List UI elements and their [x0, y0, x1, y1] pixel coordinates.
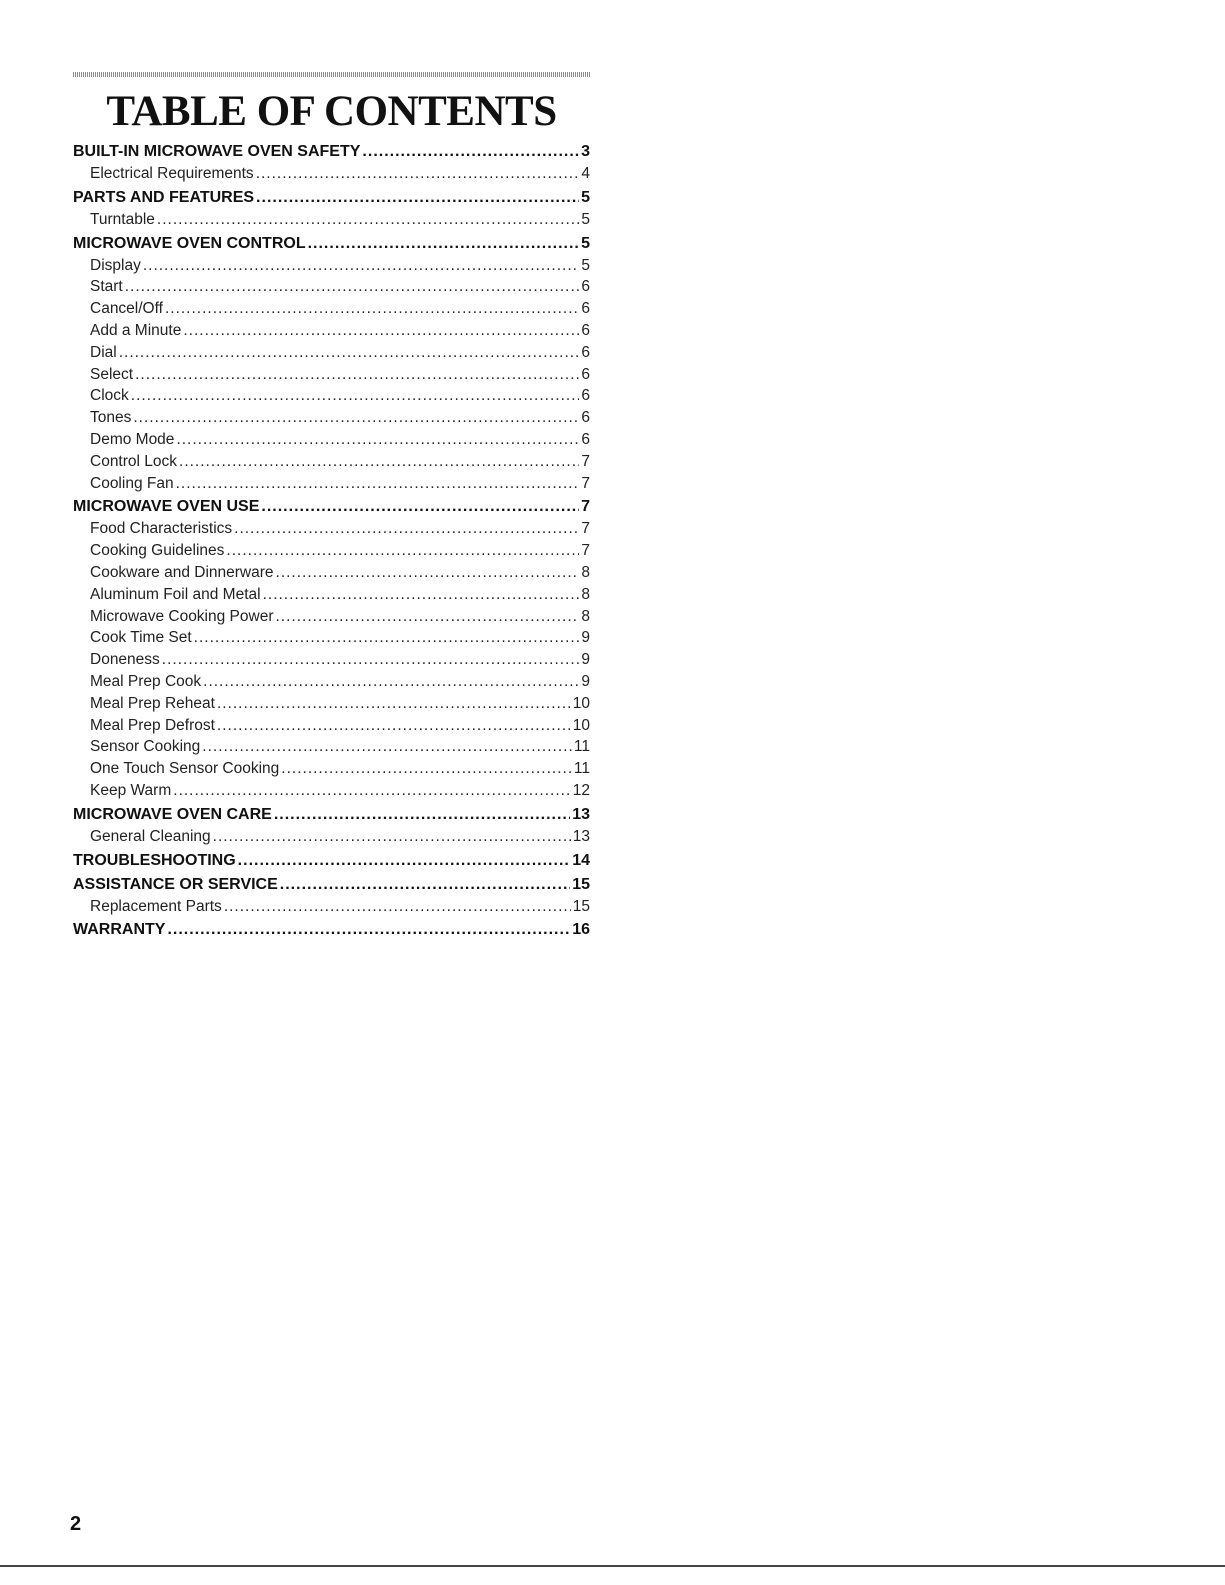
toc-section-entry	[73, 919, 590, 941]
toc-dot-leader	[125, 276, 580, 298]
toc-entry-label: General Cleaning	[90, 827, 211, 845]
toc-entry-label: Select	[90, 365, 134, 383]
toc-entry-label: Food Characteristics	[90, 520, 233, 538]
toc-dot-leader	[263, 584, 580, 606]
toc-entry-page: 9	[581, 651, 590, 669]
toc-entry-label: Doneness	[90, 651, 160, 669]
toc-section-entry	[73, 804, 590, 826]
toc-dot-leader	[238, 850, 571, 872]
toc-dot-leader	[276, 606, 580, 628]
toc-entry-page: 8	[581, 585, 590, 603]
toc-entry-label: Electrical Requirements	[90, 165, 254, 182]
toc-dot-leader	[133, 407, 579, 429]
toc-subsection-entry	[73, 163, 590, 185]
toc-subsection-entry	[73, 276, 590, 298]
toc-subsection-entry	[73, 320, 590, 342]
toc-dot-leader	[281, 758, 572, 780]
toc-entry-page: 3	[581, 143, 590, 160]
toc-entry-label: Microwave Cooking Power	[90, 607, 274, 625]
toc-dot-leader	[176, 429, 579, 451]
toc-entry-page: 13	[572, 805, 590, 823]
toc-subsection-entry	[73, 649, 590, 671]
toc-subsection-entry	[73, 584, 590, 606]
toc-entry-label: Demo Mode	[90, 430, 175, 448]
toc-dot-leader	[173, 780, 570, 802]
toc-section-entry	[73, 187, 590, 209]
toc-entry-label: Aluminum Foil and Metal	[90, 585, 261, 603]
toc-entry-label: MICROWAVE OVEN CONTROL	[73, 234, 306, 252]
toc-dot-leader	[280, 874, 570, 896]
toc-entry-label: ASSISTANCE OR SERVICE	[73, 875, 278, 893]
toc-entry-page: 5	[581, 210, 590, 228]
toc-entry-page: 9	[581, 629, 590, 647]
toc-dot-leader	[202, 736, 572, 758]
toc-entry-page: 5	[581, 188, 590, 206]
toc-dot-leader	[194, 627, 580, 649]
toc-subsection-entry	[73, 606, 590, 628]
toc-dot-leader	[256, 163, 580, 185]
toc-dot-leader	[274, 804, 570, 826]
toc-entry-page: 7	[581, 498, 590, 516]
toc-dot-leader	[234, 518, 579, 540]
toc-entry-label: WARRANTY	[73, 921, 166, 939]
toc-entry-page: 7	[581, 520, 590, 538]
toc-section-entry	[73, 496, 590, 518]
toc-subsection-entry	[73, 780, 590, 802]
toc-entry-page: 6	[581, 409, 590, 427]
toc-section-entry	[73, 141, 590, 163]
toc-entry-label: Sensor Cooking	[90, 738, 201, 756]
toc-dot-leader	[183, 320, 579, 342]
toc-dot-leader	[135, 364, 579, 386]
toc-entry-label: PARTS AND FEATURES	[73, 188, 255, 206]
toc-dot-leader	[213, 826, 571, 848]
toc-subsection-entry	[73, 451, 590, 473]
toc-entry-page: 4	[581, 165, 590, 182]
toc-entry-label: Meal Prep Cook	[90, 672, 202, 690]
toc-entry-page: 5	[581, 256, 590, 274]
toc-entry-label: Keep Warm	[90, 781, 172, 799]
toc-subsection-entry	[73, 342, 590, 364]
toc-entry-page: 10	[572, 694, 590, 712]
toc-entry-page: 6	[581, 278, 590, 296]
toc-entry-label: Dial	[90, 343, 117, 361]
toc-entry-label: Cancel/Off	[90, 300, 163, 318]
toc-dot-leader	[203, 671, 579, 693]
toc-entry-label: Add a Minute	[90, 321, 182, 339]
toc-dot-leader	[261, 496, 579, 518]
toc-dot-leader	[224, 896, 571, 918]
toc-entry-page: 7	[581, 542, 590, 560]
toc-dot-leader	[119, 342, 580, 364]
toc-dot-leader	[226, 540, 579, 562]
toc-entry-label: Meal Prep Defrost	[90, 716, 215, 734]
toc-entry-page: 6	[581, 430, 590, 448]
toc-subsection-entry	[73, 407, 590, 429]
toc-dot-leader	[165, 298, 579, 320]
toc-entry-page: 14	[572, 851, 590, 869]
toc-entry-page: 15	[572, 875, 590, 893]
page-number: 2	[70, 1513, 82, 1535]
toc-entry-label: Turntable	[90, 210, 155, 228]
toc-entry-label: TROUBLESHOOTING	[73, 851, 236, 869]
toc-entry-label: Display	[90, 256, 141, 274]
toc-entry-label: Control Lock	[90, 452, 178, 470]
toc-dot-leader	[157, 209, 579, 231]
toc-subsection-entry	[73, 473, 590, 495]
toc-entry-page: 6	[581, 365, 590, 383]
table-of-contents	[73, 141, 590, 941]
toc-subsection-entry	[73, 896, 590, 918]
toc-entry-page: 16	[572, 921, 590, 939]
toc-entry-page: 8	[581, 563, 590, 581]
toc-subsection-entry	[73, 385, 590, 407]
toc-entry-label: Meal Prep Reheat	[90, 694, 215, 712]
toc-dot-leader	[362, 141, 579, 163]
toc-dot-leader	[217, 715, 571, 737]
header-rule	[73, 72, 590, 77]
toc-entry-page: 12	[572, 781, 590, 799]
toc-entry-label: Cook Time Set	[90, 629, 192, 647]
toc-subsection-entry	[73, 826, 590, 848]
toc-subsection-entry	[73, 255, 590, 277]
toc-entry-page: 8	[581, 607, 590, 625]
toc-entry-label: One Touch Sensor Cooking	[90, 760, 280, 778]
toc-entry-page: 15	[572, 897, 590, 915]
toc-entry-page: 6	[581, 387, 590, 405]
toc-section-entry	[73, 874, 590, 896]
toc-dot-leader	[176, 473, 580, 495]
toc-dot-leader	[179, 451, 579, 473]
toc-entry-label: Tones	[90, 409, 132, 427]
toc-entry-page: 11	[573, 760, 590, 778]
toc-subsection-entry	[73, 540, 590, 562]
toc-subsection-entry	[73, 736, 590, 758]
toc-subsection-entry	[73, 693, 590, 715]
toc-entry-label: Cookware and Dinnerware	[90, 563, 274, 581]
toc-entry-page: 7	[581, 452, 590, 470]
toc-subsection-entry	[73, 364, 590, 386]
toc-entry-label: MICROWAVE OVEN USE	[73, 498, 260, 516]
toc-entry-label: Clock	[90, 387, 129, 405]
toc-entry-page: 5	[581, 234, 590, 252]
toc-entry-page: 11	[573, 738, 590, 756]
toc-entry-label: Replacement Parts	[90, 897, 222, 915]
toc-dot-leader	[167, 919, 570, 941]
toc-subsection-entry	[73, 715, 590, 737]
toc-entry-page: 6	[581, 343, 590, 361]
toc-entry-page: 7	[581, 474, 590, 492]
toc-subsection-entry	[73, 518, 590, 540]
toc-entry-label: BUILT-IN MICROWAVE OVEN SAFETY	[73, 143, 361, 160]
toc-subsection-entry	[73, 298, 590, 320]
toc-entry-label: Cooling Fan	[90, 474, 174, 492]
toc-section-entry	[73, 233, 590, 255]
toc-entry-page: 6	[581, 321, 590, 339]
toc-dot-leader	[256, 187, 579, 209]
page-title: TABLE OF CONTENTS	[106, 88, 557, 135]
toc-entry-label: Start	[90, 278, 123, 296]
toc-dot-leader	[217, 693, 571, 715]
toc-entry-label: Cooking Guidelines	[90, 542, 225, 560]
toc-entry-label: MICROWAVE OVEN CARE	[73, 805, 272, 823]
toc-subsection-entry	[73, 562, 590, 584]
toc-subsection-entry	[73, 429, 590, 451]
toc-dot-leader	[276, 562, 580, 584]
toc-entry-page: 9	[581, 672, 590, 690]
toc-entry-page: 10	[572, 716, 590, 734]
footer-rule	[0, 1565, 1225, 1567]
toc-subsection-entry	[73, 627, 590, 649]
toc-subsection-entry	[73, 209, 590, 231]
toc-section-entry	[73, 850, 590, 872]
toc-dot-leader	[143, 255, 580, 277]
toc-dot-leader	[162, 649, 580, 671]
toc-entry-page: 6	[581, 300, 590, 318]
toc-subsection-entry	[73, 671, 590, 693]
toc-subsection-entry	[73, 758, 590, 780]
toc-entry-page: 13	[572, 827, 590, 845]
toc-dot-leader	[308, 233, 580, 255]
toc-dot-leader	[131, 385, 580, 407]
